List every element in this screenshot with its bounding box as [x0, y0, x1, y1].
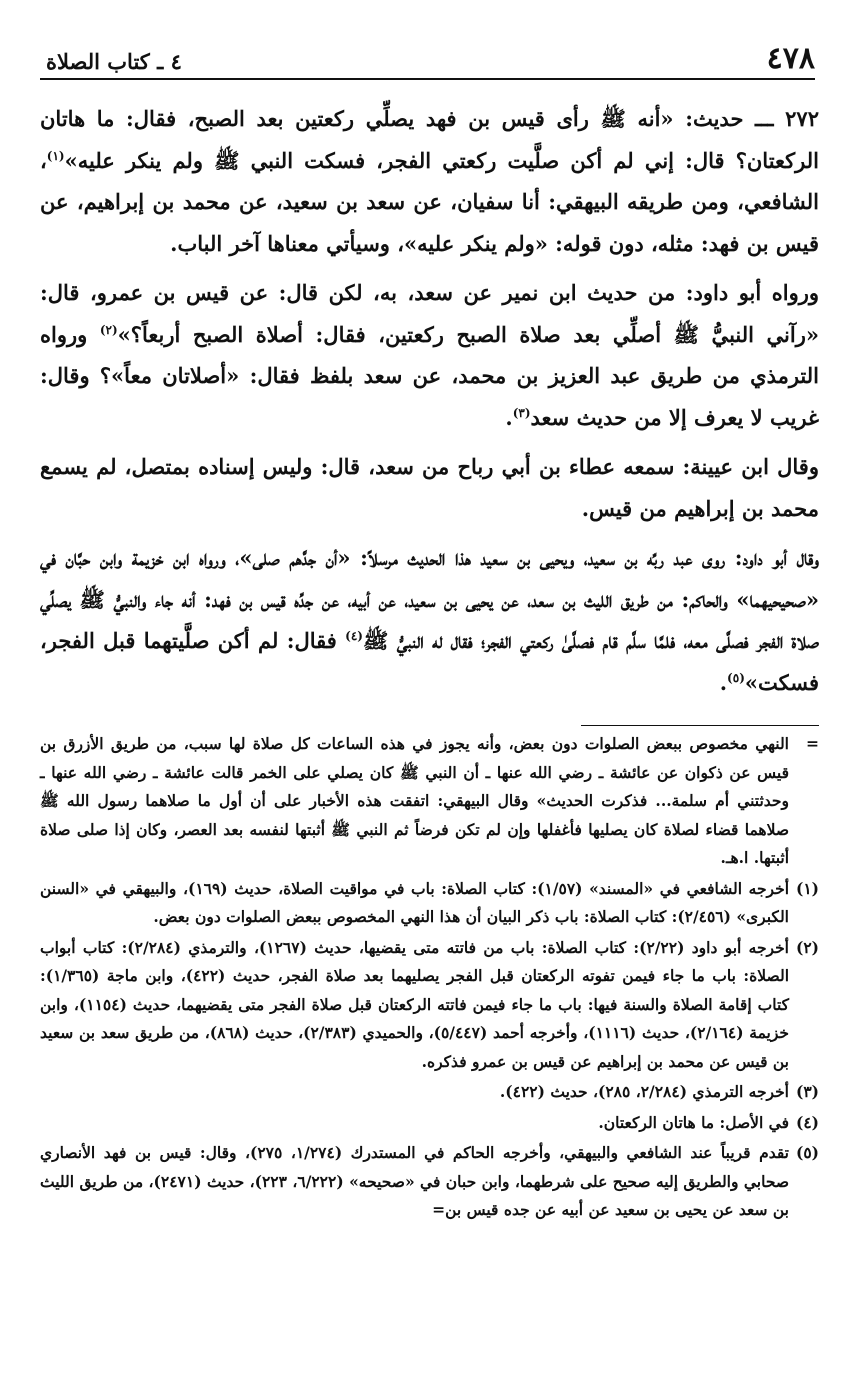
hadith-label: ـــ حديث: — [685, 106, 774, 131]
footnote-marker: (٤) — [795, 1112, 819, 1132]
footnote-text: في الأصل: ما هاتان الركعتان. — [598, 1112, 789, 1132]
hadith-number: ٢٧٢ — [785, 106, 819, 131]
footnote-text: تقدم قريباً عند الشافعي والبيهقي، وأخرجه الحاكم في المستدرك (١/٢٧٤، ٢٧٥)، وقال: قيس بن فهد الأنصاري صحابي والطريق إليه صحيح على شرطهما، وابن حبان في «صحيحه» (٦/٢٢٢، ٢٢٣)، حديث (٢٤٧١)، من طريق الليث بن سعد عن يحيى بن سعيد عن أبيه عن جده قيس بن= — [40, 1143, 789, 1219]
paragraph-text: . — [505, 404, 513, 430]
footnote-text: أخرجه أبو داود (٢/٢٢): كتاب الصلاة: باب من فاتته متى يقضيها، حديث (١٢٦٧)، والترمذي (٢/٢٨٤): كتاب أبواب الصلاة: باب ما جاء فيمن تفوته الركعتان قبل الفجر يصليهما بعد صلاة الفجر، حديث (٤٢٢)، وابن ماجة (١/٣٦٥): كتاب إقامة الصلاة والسنة فيها: باب ما جاء فيمن فاتته الركعتان قبل صلاة الفجر متى يقضيهما، حديث (١١٥٤)، وابن خزيمة (٢/١٦٤)، حديث (١١١٦)، وأخرجه أحمد (٥/٤٤٧)، والحميدي (٢/٣٨٣)، حديث (٨٦٨)، من طريق سعد بن سعيد بن قيس عن محمد بن إبراهيم عن قيس بن عمرو فذكره. — [40, 937, 789, 1071]
separator-rule — [581, 725, 819, 726]
footnote-text: النهي مخصوص ببعض الصلوات دون بعض، وأنه يجوز في هذه الساعات كل صلاة لها سبب، من طريق الأزرق بن قيس عن ذكوان عن عائشة ـ رضي الله عنها ـ أن النبي ﷺ كان يصلي على الخمر قالت عائشة ـ رضي الله عنها ـ وحدثتني أم سلمة... فذكرت الحديث» وقال البيهقي: اتفقت هذه الأخبار على أن أول ما صلاهما رسول الله ﷺ صلاهما قضاء لصلاة كان يصليها فأغفلها وإن لم تكن فرضاً ثم النبي ﷺ أثبتها لنفسه بعد العصر، وكان إذا صلى صلاة أثبتها. ا.هـ. — [40, 734, 789, 867]
footnote-text: أخرجه الشافعي في «المسند» (١/٥٧): كتاب الصلاة: باب في مواقيت الصلاة، حديث (١٦٩)، والبيهقي في «السنن الكبرى» (٢/٤٥٦): كتاب الصلاة: باب ذكر البيان أن هذا النهي المخصوص ببعض الصلوات دون بعض. — [40, 878, 789, 926]
footnotes — [40, 730, 819, 1225]
paragraph-text: فقال: لم أكن صلَّيتهما قبل الفجر، فسكت» — [40, 628, 819, 695]
paragraph-ibn-uyayna — [40, 446, 819, 529]
footnote-ref: (٢) — [99, 322, 118, 337]
footnote-ref: (٤) — [345, 629, 363, 643]
footnote-text: أخرجه الترمذي (٢/٢٨٤، ٢٨٥)، حديث (٤٢٢). — [499, 1082, 789, 1101]
footnote-1 — [40, 875, 819, 932]
footnote-ref: (١) — [46, 148, 65, 163]
paragraph-abu-dawud — [40, 272, 819, 438]
page-header — [40, 34, 815, 80]
footnote-separator — [40, 725, 819, 726]
paragraph-text: وقال أبو داود: روى عبد ربِّه بن سعيد، ويحيى بن سعيد هذا الحديث مرسلاً: «أن جدَّهم صلى»، ورواه ابن خزيمة وابن حبَّان في «صحيحيهما» والحاكم: من طريق الليث بن سعد، عن يحيى بن سعيد، عن أبيه، عن جدِّه قيس بن فهد: أنه جاء والنبيُّ ﷺ يصلِّي صلاة الفجر فصلَّى معه، فلمَّا سلَّم قام فصلَّىٰ ركعتي الفجر؛ فقال له النبيُّ ﷺ — [40, 545, 820, 653]
footnote-ref: (٣) — [512, 405, 531, 420]
footnote-5 — [40, 1139, 819, 1225]
footnote-marker: (١) — [795, 878, 819, 898]
paragraph-text: وقال ابن عيينة: سمعه عطاء بن أبي رباح من سعد، قال: وليس إسناده بمتصل، لم يسمع محمد بن إبراهيم من قيس. — [40, 454, 819, 521]
footnote-marker: (٥) — [795, 1143, 819, 1162]
page-number: ٤٧٨ — [766, 41, 815, 76]
paragraph-text: ، الشافعي، ومن طريقه البيهقي: أنا سفيان، عن سعد بن سعيد، عن محمد بن إبراهيم، عن قيس بن فهد: مثله، دون قوله: «ولم ينكر عليه»، وسيأتي معناها آخر الباب. — [40, 147, 819, 256]
footnote-marker: (٢) — [795, 937, 819, 957]
paragraph-text: . — [719, 669, 728, 695]
footnote-marker: = — [806, 734, 819, 753]
paragraph-abu-dawud-mursal — [40, 537, 819, 703]
footnote-continued — [40, 730, 819, 873]
paragraph-text: ورواه الترمذي من طريق عبد العزيز بن محمد، عن سعد بلفظ فقال: «أصلاتان معاً»؟ وقال: غريب لا يعرف إلا من حديث سعد — [40, 321, 819, 430]
footnote-3 — [40, 1078, 819, 1107]
footnote-ref: (٥) — [727, 670, 745, 685]
running-head: ٤ ـ كتاب الصلاة — [46, 49, 182, 74]
footnote-4 — [40, 1109, 819, 1138]
footnote-marker: (٣) — [795, 1082, 819, 1101]
main-text — [40, 98, 819, 703]
footnote-2 — [40, 934, 819, 1077]
paragraph-text: «أنه ﷺ رأى قيس بن فهد يصلِّي ركعتين بعد الصبح، فقال: ما هاتان الركعتان؟ قال: إني لم أكن صلَّيت ركعتي الفجر، فسكت النبي ﷺ ولم ينكر عليه» — [40, 106, 819, 173]
paragraph-text: ورواه أبو داود: من حديث ابن نمير عن سعد، به، لكن قال: عن قيس بن عمرو، قال: «رآني النبيُّ ﷺ أصلِّي بعد صلاة الصبح ركعتين، فقال: أصلاة الصبح أربعاً؟» — [40, 280, 819, 347]
paragraph-hadith-272 — [40, 98, 819, 264]
